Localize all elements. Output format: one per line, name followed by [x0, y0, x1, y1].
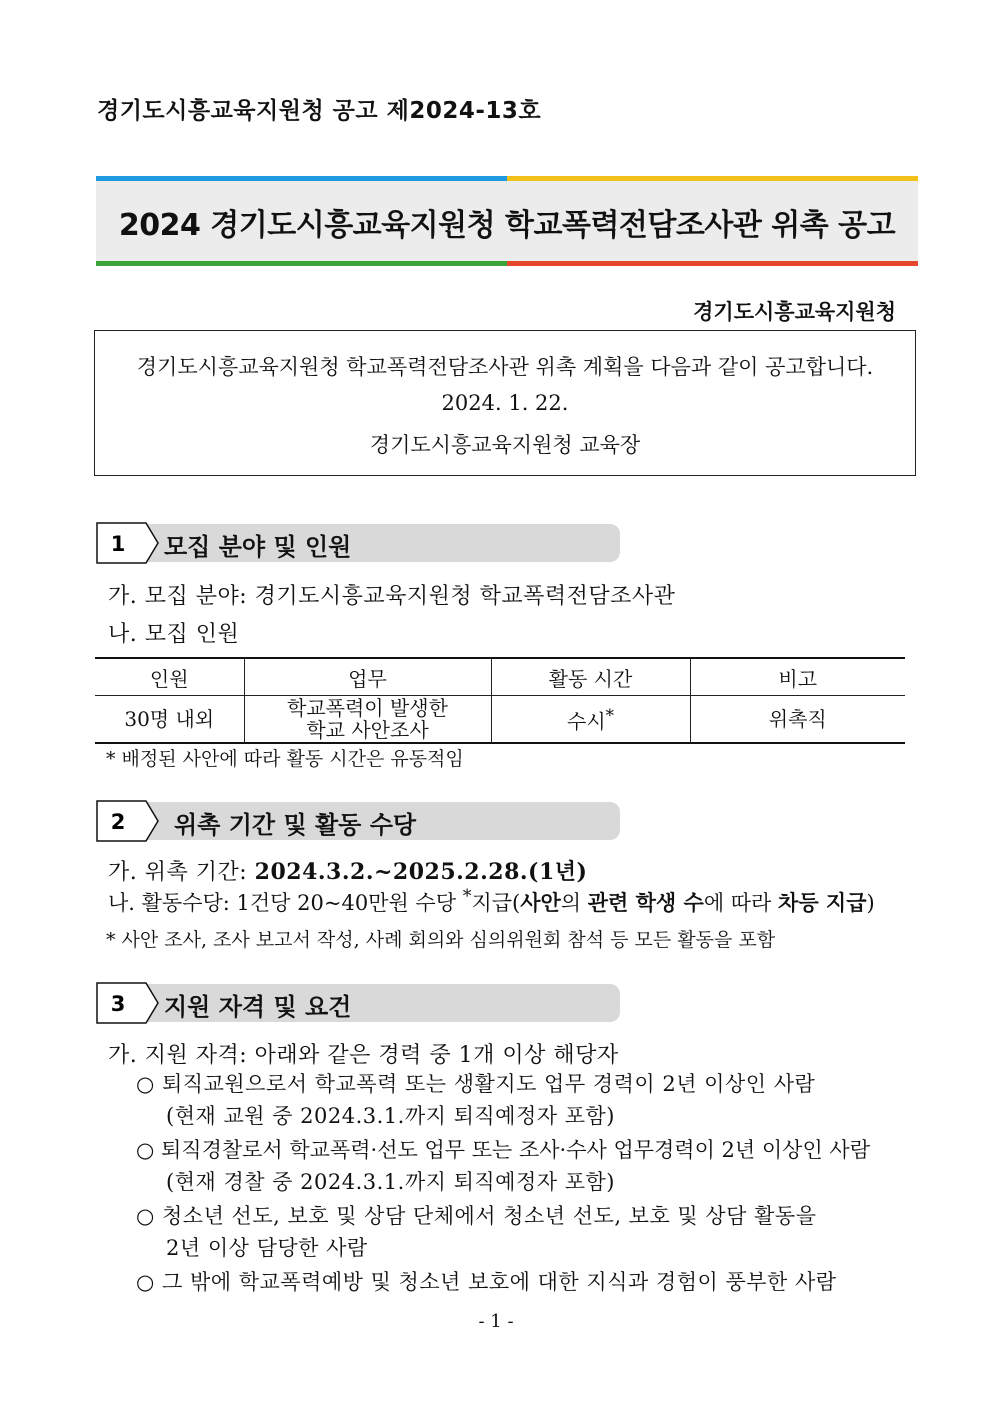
section-number-tab [96, 800, 160, 842]
top-bar-blue [96, 176, 507, 181]
allowance-bold-3: 차등 지급 [778, 890, 867, 915]
table-header-time: 활동 시간 [491, 658, 690, 696]
cell-time-mark: * [605, 706, 614, 726]
bottom-bar-red [507, 261, 918, 266]
qualification-item-3-detail: 2년 이상 담당한 사람 [166, 1236, 368, 1260]
table-header-count: 인원 [95, 658, 244, 696]
period-value: 2024.3.2.~2025.2.28.(1년) [254, 859, 588, 885]
bottom-bar-green [96, 261, 507, 266]
section-2-footnote: * 사안 조사, 조사 보고서 작성, 사례 회의와 심의위원회 참석 등 모든 활동을 포함 [106, 929, 776, 951]
allowance-bold-2: 관련 학생 수 [587, 890, 704, 915]
qualification-item-4: ○ 그 밖에 학교폭력예방 및 청소년 보호에 대한 지식과 경험이 풍부한 사람 [136, 1270, 837, 1294]
qualification-item-1: ○ 퇴직교원으로서 학교폭력 또는 생활지도 업무 경력이 2년 이상인 사람 [136, 1072, 816, 1096]
page-title: 2024 경기도시흥교육지원청 학교폭력전담조사관 위촉 공고 [118, 208, 896, 243]
announcement-box [94, 330, 916, 476]
section-number-tab [96, 982, 160, 1024]
allowance-mark: * [462, 887, 472, 907]
period-label: 가. 위촉 기간: [108, 860, 255, 885]
qualification-intro: 가. 지원 자격: 아래와 같은 경력 중 1개 이상 해당자 [108, 1043, 619, 1068]
cell-note: 위촉직 [690, 696, 905, 744]
allowance-pay: 지급( [471, 891, 521, 915]
allowance-prefix: 나. 활동수당: 1건당 20~40만원 수당 [108, 891, 463, 915]
page-number: - 1 - [478, 1311, 514, 1332]
notice-number: 경기도시흥교육지원청 공고 제2024-13호 [97, 98, 542, 124]
section-number: 2 [110, 810, 126, 834]
section-number-tab [96, 522, 160, 564]
appointment-period [108, 855, 587, 886]
section-number: 1 [110, 532, 126, 556]
table-header-duty: 업무 [244, 658, 491, 696]
allowance-mid-1: 의 [560, 891, 588, 915]
cell-duty-line1: 학교폭력이 발생한 [287, 696, 448, 720]
recruit-count-label: 나. 모집 인원 [108, 622, 240, 647]
allowance-line [108, 887, 875, 917]
announcement-signer: 경기도시흥교육지원청 교육장 [369, 433, 641, 457]
section-2-header [96, 800, 621, 840]
issuer: 경기도시흥교육지원청 [693, 300, 896, 324]
announcement-text: 경기도시흥교육지원청 학교폭력전담조사관 위촉 계획을 다음과 같이 공고합니다. [136, 355, 874, 379]
qualification-item-2: ○ 퇴직경찰로서 학교폭력·선도 업무 또는 조사·수사 업무경력이 2년 이상인 사람 [136, 1138, 870, 1162]
table-header-note: 비고 [690, 658, 905, 696]
qualification-item-3: ○ 청소년 선도, 보호 및 상담 단체에서 청소년 선도, 보호 및 상담 활동을 [136, 1204, 817, 1228]
qualification-item-1-detail: (현재 교원 중 2024.3.1.까지 퇴직예정자 포함) [166, 1104, 615, 1128]
top-bar-yellow [507, 176, 918, 181]
title-banner [96, 176, 918, 266]
cell-duty [244, 696, 491, 744]
section-number: 3 [110, 992, 126, 1016]
table-header-row [95, 658, 905, 696]
cell-time-text: 수시 [567, 709, 606, 734]
section-title: 위촉 기간 및 활동 수당 [174, 811, 417, 839]
cell-duty-line2: 학교 사안조사 [306, 718, 429, 742]
cell-count: 30명 내외 [95, 696, 244, 744]
section-3-header [96, 982, 621, 1022]
section-title: 모집 분야 및 인원 [164, 533, 352, 561]
announcement-date: 2024. 1. 22. [441, 391, 569, 415]
allowance-mid-2: 에 따라 [703, 891, 779, 915]
recruit-table [95, 657, 905, 744]
allowance-bold-1: 사안 [520, 890, 561, 915]
table-row [95, 696, 905, 744]
allowance-end: ) [866, 891, 875, 915]
section-1-footnote: * 배정된 사안에 따라 활동 시간은 유동적임 [106, 748, 464, 770]
cell-time [491, 696, 690, 744]
recruit-field: 가. 모집 분야: 경기도시흥교육지원청 학교폭력전담조사관 [108, 584, 676, 609]
qualification-item-2-detail: (현재 경찰 중 2024.3.1.까지 퇴직예정자 포함) [166, 1170, 615, 1194]
section-1-header [96, 522, 621, 562]
section-title: 지원 자격 및 요건 [164, 993, 352, 1021]
